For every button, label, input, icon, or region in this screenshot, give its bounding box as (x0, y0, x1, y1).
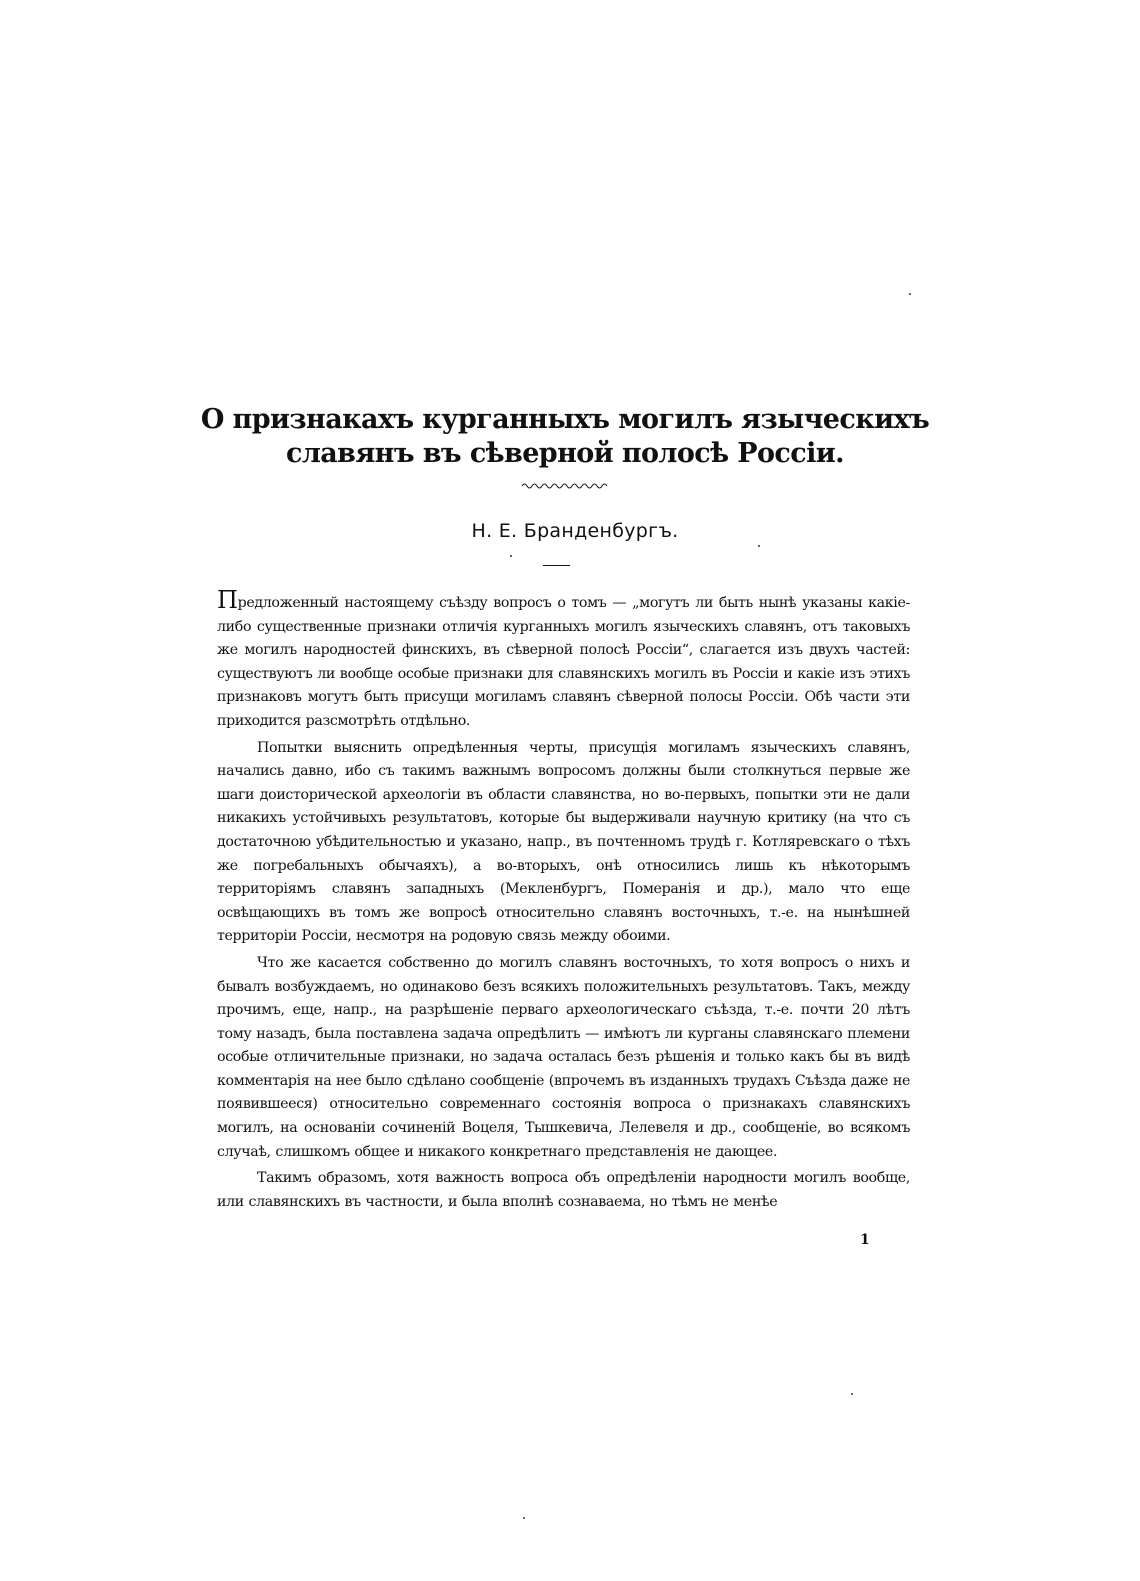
title-line-1: О признакахъ курганныхъ могилъ языческихъ (200, 404, 930, 435)
print-speck (758, 545, 760, 547)
print-speck (909, 293, 911, 295)
article-title (180, 403, 950, 471)
print-speck (510, 555, 512, 557)
ornamental-squiggle-divider (520, 480, 610, 492)
author-name: Н. Е. Бранденбургъ. (471, 520, 679, 542)
paragraph-text: Такимъ образомъ, хотя важность вопроса объ опредѣленіи народности могилъ вообще, или славянскихъ въ частности, и была вполнѣ сознаваема, но тѣмъ не менѣе (217, 1170, 910, 1210)
paragraph-text: редложенный настоящему съѣзду вопросъ о томъ — „могутъ ли быть нынѣ указаны какіе-либо существенные признаки отличія курганныхъ могилъ языческихъ славянъ, отъ таковыхъ же могилъ народностей финскихъ, въ сѣверной полосѣ Россіи“, слагается изъ двухъ частей: существуютъ ли вообще особые признаки для славянскихъ могилъ въ Россіи и какіе изъ этихъ признаковъ могутъ быть присущи могиламъ славянъ сѣверной полосы Россіи. Обѣ части эти приходится разсмотрѣть отдѣльно. (217, 595, 910, 729)
paragraph-2 (217, 737, 910, 949)
paragraph-text: Попытки выяснить опредѣленныя черты, присущія могиламъ языческихъ славянъ, начались давно, ибо съ такимъ важнымъ вопросомъ должны были столкнуться первые же шаги доисторической археологіи въ области славянства, но во-первыхъ, попытки эти не дали никакихъ устойчивыхъ результатовъ, которые бы выдерживали научную критику (на что съ достаточною убѣдительностью и указано, напр., въ почтенномъ трудѣ г. Котляревскаго о тѣхъ же погребальныхъ обычаяхъ), а во-вторыхъ, онѣ относились лишь къ нѣкоторымъ территоріямъ славянъ западныхъ (Мекленбургъ, Померанія и др.), мало что еще освѣщающихъ въ томъ же вопросѣ относительно славянъ восточныхъ, т.-е. на нынѣшней территоріи Россіи, несмотря на родовую связь между обоими. (217, 739, 910, 945)
paragraph-3 (217, 952, 910, 1164)
print-speck (851, 1393, 853, 1395)
print-speck (523, 1517, 525, 1519)
article-body (217, 588, 910, 1217)
title-line-2: славянъ въ сѣверной полосѣ Россіи. (286, 438, 844, 469)
paragraph-4 (217, 1167, 910, 1214)
page-number: 1 (860, 1232, 870, 1248)
paragraph-text: Что же касается собственно до могилъ славянъ восточныхъ, то хотя вопросъ о нихъ и бывалъ возбуждаемъ, но одинаково безъ всякихъ положительныхъ результатовъ. Такъ, между прочимъ, еще, напр., на разрѣшеніе перваго археологическаго съѣзда, т.-е. почти 20 лѣтъ тому назадъ, была поставлена задача опредѣлить — имѣютъ ли курганы славянскаго племени особые отличительные признаки, но задача осталась безъ рѣшенія и только какъ бы въ видѣ комментарія на нее было сдѣлано сообщеніе (впрочемъ въ изданныхъ трудахъ Съѣзда даже не появившееся) относительно современнаго состоянія вопроса о признакахъ славянскихъ могилъ, на основаніи сочиненій Воцеля, Тышкевича, Лелевеля и др., сообщеніе, во всякомъ случаѣ, слишкомъ общее и никакого конкретнаго представленія не дающее. (217, 954, 910, 1160)
paragraph-1 (217, 588, 910, 734)
drop-cap: П (217, 586, 238, 614)
author-divider-rule (543, 565, 570, 566)
